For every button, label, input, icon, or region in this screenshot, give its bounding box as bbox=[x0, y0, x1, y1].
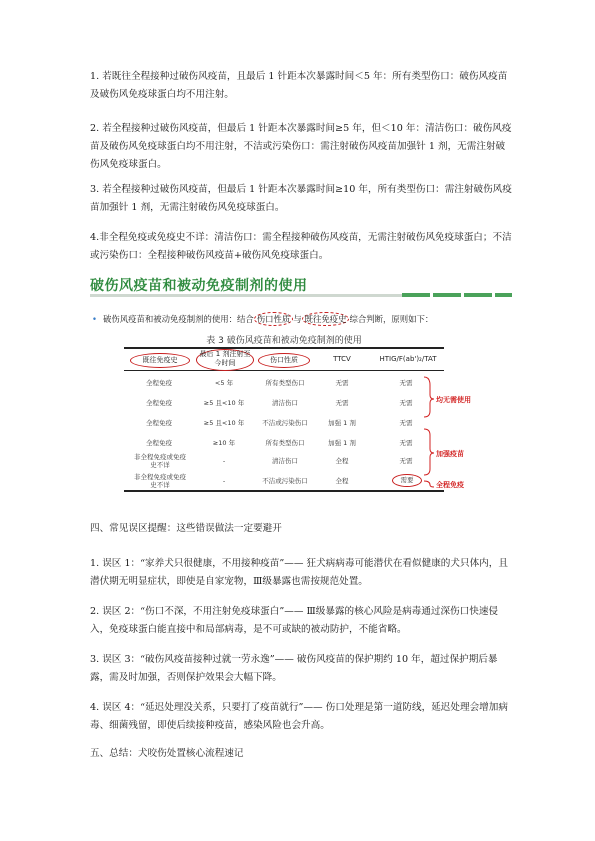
row3-htig: 无需 bbox=[399, 419, 413, 427]
row5-wound: 清洁伤口 bbox=[272, 457, 298, 465]
paragraph-3: 3. 若全程接种过破伤风疫苗，但最后 1 针距本次暴露时间≥10 年，所有类型伤口：需注射破伤风疫苗加强针 1 剂，无需注射破伤风免疫球蛋白。 bbox=[90, 184, 512, 213]
row2-ttcv: 无需 bbox=[335, 399, 349, 407]
section-banner bbox=[90, 272, 512, 296]
row1-wound: 所有类型伤口 bbox=[265, 379, 305, 387]
paragraph-4: 4.非全程免疫或免疫史不详：清洁伤口：需全程接种破伤风疫苗，无需注射破伤风免疫球蛋白；不洁或污染伤口：全程接种破伤风疫苗+破伤风免疫球蛋白。 bbox=[90, 232, 512, 261]
myth-3: 3. 误区 3：“破伤风疫苗接种过就一劳永逸”—— 破伤风疫苗的保护期约 10 年，超过保护期后暴露，需及时加强，否则保护效果会大幅下降。 bbox=[90, 654, 498, 683]
row3-ttcv: 加强 1 剂 bbox=[328, 419, 356, 427]
row1-ttcv: 无需 bbox=[335, 379, 349, 387]
row3-wound: 不洁或污染伤口 bbox=[262, 419, 308, 427]
banner-accent-bar bbox=[402, 293, 512, 297]
bullet-prefix: 破伤风疫苗和被动免疫制剂的使用：结合 bbox=[102, 314, 254, 324]
highlight-wound-nature: 伤口性质 bbox=[254, 312, 294, 326]
myth-1: 1. 误区 1：“家养犬只很健康，不用接种疫苗”—— 狂犬病病毒可能潜伏在看似健康的犬只体内，且潜伏期无明显症状，即使是自家宠物，Ⅲ级暴露也需按规范处置。 bbox=[90, 558, 508, 587]
tetanus-table bbox=[124, 333, 514, 491]
section5-heading: 五、总结：犬咬伤处置核心流程速记 bbox=[90, 748, 244, 759]
header-htig: HTIG/F(ab')₂/TAT bbox=[379, 355, 437, 363]
table-top-rule bbox=[124, 347, 444, 349]
bullet-icon: • bbox=[92, 314, 97, 324]
row6-time: - bbox=[222, 477, 226, 485]
row4-wound: 所有类型伤口 bbox=[265, 439, 305, 447]
row4-ttcv: 加强 1 剂 bbox=[328, 439, 356, 447]
row5-time: - bbox=[222, 457, 226, 465]
header-time-since-last: 最后 1 剂注射至今时间 bbox=[196, 349, 254, 371]
row4-time: ≥10 年 bbox=[212, 439, 236, 447]
annotation-full-course: 全程免疫 bbox=[436, 481, 464, 489]
section4-heading: 四、常见误区提醒：这些错误做法一定要避开 bbox=[90, 523, 282, 534]
table-caption: 表 3 破伤风疫苗和被动免疫制剂的使用 bbox=[206, 336, 362, 346]
row2-time: ≥5 且<10 年 bbox=[203, 399, 245, 407]
paragraph-1: 1. 若既往全程接种过破伤风疫苗，且最后 1 针距本次暴露时间＜5 年：所有类型伤口：破伤风疫苗及破伤风免疫球蛋白均不用注射。 bbox=[90, 71, 508, 100]
banner-title: 破伤风疫苗和被动免疫制剂的使用 bbox=[90, 278, 308, 294]
row2-wound: 清洁伤口 bbox=[272, 399, 298, 407]
row2-htig: 无需 bbox=[399, 399, 413, 407]
header-wound-nature: 伤口性质 bbox=[258, 353, 310, 368]
paragraph-2: 2. 若全程接种过破伤风疫苗，但最后 1 针距本次暴露时间≥5 年，但＜10 年：清洁伤口：破伤风疫苗及破伤风免疫球蛋白均不用注射，不洁或污染伤口：需注射破伤风疫苗加强针 1 剂，无需注射破伤风免疫球蛋白。 bbox=[90, 123, 512, 170]
row4-htig: 无需 bbox=[399, 439, 413, 447]
row4-history: 全程免疫 bbox=[146, 439, 172, 447]
row6-history: 非全程免疫或免疫史不详 bbox=[134, 473, 186, 489]
annotation-no-need: 均无需使用 bbox=[436, 396, 471, 404]
annotation-braces bbox=[420, 373, 460, 491]
table-header-rule bbox=[124, 370, 444, 371]
row5-history: 非全程免疫或免疫史不详 bbox=[134, 453, 186, 469]
myth-2: 2. 误区 2：“伤口不深，不用注射免疫球蛋白”—— Ⅲ级暴露的核心风险是病毒通过深伤口快速侵入，免疫球蛋白能直接中和局部病毒，是不可或缺的被动防护，不能省略。 bbox=[90, 606, 499, 635]
row1-htig: 无需 bbox=[399, 379, 413, 387]
row5-htig: 无需 bbox=[399, 457, 413, 465]
row2-history: 全程免疫 bbox=[146, 399, 172, 407]
myth-4: 4. 误区 4：“延迟处理没关系，只要打了疫苗就行”—— 伤口处理是第一道防线，延迟处理会增加病毒、细菌残留，即使后续接种疫苗，感染风险也会升高。 bbox=[90, 702, 508, 731]
row6-htig-highlight: 需要 bbox=[392, 474, 422, 487]
row3-time: ≥5 且<10 年 bbox=[203, 419, 245, 427]
row1-time: <5 年 bbox=[214, 379, 234, 387]
header-ttcv: TTCV bbox=[333, 355, 351, 363]
header-immune-history: 既往免疫史 bbox=[130, 353, 190, 368]
table-bottom-rule bbox=[124, 490, 444, 492]
bullet-suffix: 综合判断，原则如下： bbox=[349, 314, 434, 324]
highlight-immune-history: 既往免疫史 bbox=[302, 312, 350, 326]
row6-ttcv: 全程 bbox=[335, 477, 349, 485]
row6-wound: 不洁或污染伤口 bbox=[262, 477, 308, 485]
row1-history: 全程免疫 bbox=[146, 379, 172, 387]
bullet-summary bbox=[92, 312, 517, 326]
row5-ttcv: 全程 bbox=[335, 457, 349, 465]
bullet-mid: 与 bbox=[293, 314, 302, 324]
row3-history: 全程免疫 bbox=[146, 419, 172, 427]
annotation-booster: 加强疫苗 bbox=[436, 450, 464, 458]
